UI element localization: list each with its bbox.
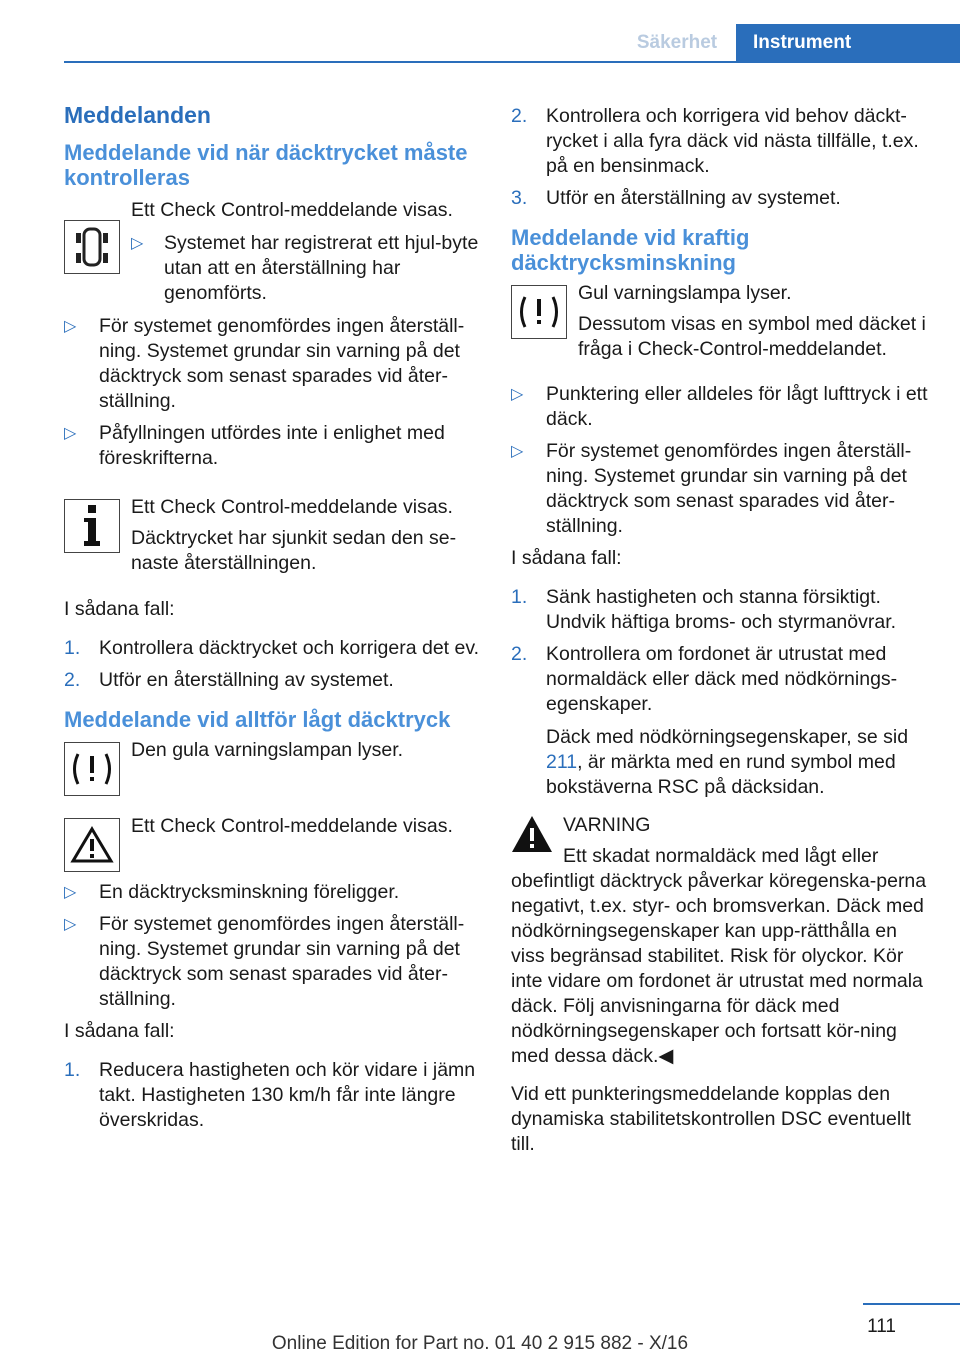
- numbered-item: [511, 642, 931, 800]
- step-number: 2.: [511, 105, 528, 127]
- step-text: Sänk hastigheten och stanna försiktigt. Undvik häftiga broms- och styrmanövrar.: [546, 586, 897, 633]
- info-block: [64, 495, 482, 576]
- list-item: [131, 231, 482, 306]
- warning-triangle-icon: [511, 815, 553, 853]
- list-item-text: Påfyllningen utfördes inte i enlighet med föreskrifterna.: [99, 422, 445, 469]
- numbered-item: [64, 668, 482, 693]
- dsc-text: Vid ett punkteringsmeddelande kopplas den dynamiska stabilitetskontrollen DSC eventuellt till.: [511, 1083, 911, 1155]
- reset-info-block: [64, 198, 482, 306]
- step-number: 1.: [64, 1059, 81, 1081]
- right-column: [511, 104, 931, 1157]
- page-number: 111: [867, 1316, 896, 1337]
- tab-sakerhet[interactable]: Säkerhet: [636, 32, 718, 53]
- step-number: 2.: [64, 669, 81, 691]
- step-number: 1.: [64, 637, 81, 659]
- numbered-item: [511, 104, 931, 179]
- tire-pressure-warning-icon: [511, 285, 567, 339]
- list-item: [64, 421, 482, 471]
- edition-footer: Online Edition for Part no. 01 40 2 915 882 - X/16: [271, 1333, 689, 1354]
- warning-block: [511, 813, 931, 1069]
- subheading-strong-drop: Meddelande vid kraftig däcktrycksminskning: [511, 225, 750, 275]
- cc-block: [64, 814, 482, 870]
- numbered-item: [64, 1058, 482, 1133]
- triangle-bullet-icon: ▷: [64, 884, 77, 901]
- list-item: [511, 382, 931, 432]
- page-link[interactable]: 211: [546, 751, 578, 773]
- subheading-low-pressure: Meddelande vid alltför lågt däcktryck: [64, 707, 451, 732]
- list-item-text: Systemet har registrerat ett hjul-byte utan att en återställning har genomförts.: [164, 232, 479, 304]
- triangle-bullet-icon: ▷: [511, 443, 524, 460]
- step-text: Reducera hastigheten och kör vidare i jämn takt. Hastigheten 130 km/h får inte längre överskridas.: [99, 1059, 476, 1131]
- in-such-case-label: I sådana fall:: [64, 1020, 175, 1042]
- left-column: [64, 100, 482, 1133]
- step-text: Kontrollera om fordonet är utrustat med normaldäck eller däck med nödkörnings-egenskaper.: [546, 643, 898, 715]
- in-such-case-label: I sådana fall:: [511, 547, 622, 569]
- list-item-text: För systemet genomfördes ingen återställ-ning. Systemet grundar sin varning på det däcktryck som senast sparades vid åter-ställning.: [546, 440, 912, 537]
- list-item-text: Punktering eller alldeles för lågt lufttryck i ett däck.: [546, 383, 928, 430]
- icon1-text: Ett Check Control-meddelande visas.: [131, 199, 453, 221]
- numbered-item: [511, 186, 931, 211]
- info-text-2: Däcktrycket har sjunkit sedan den se-naste återställningen.: [131, 527, 457, 574]
- warning-title: VARNING: [563, 814, 651, 836]
- subheading-check-pressure: Meddelande vid när däcktrycket måste kontrolleras: [64, 140, 468, 190]
- step-text: Kontrollera däcktrycket och korrigera det ev.: [99, 637, 480, 659]
- step-text: Utför en återställning av systemet.: [546, 187, 841, 209]
- footer-rule: [863, 1303, 960, 1305]
- list-item: [511, 439, 931, 539]
- list-item: [64, 912, 482, 1012]
- car-tires-icon: [64, 220, 120, 274]
- triangle-bullet-icon: ▷: [64, 916, 77, 933]
- step-number: 2.: [511, 643, 528, 665]
- triangle-bullet-icon: ▷: [131, 235, 144, 252]
- tire-pressure-warning-icon: [64, 742, 120, 796]
- step-note: [546, 725, 931, 800]
- step-number: 1.: [511, 586, 528, 608]
- header-rule: [64, 61, 960, 63]
- yellow-lamp-text: Den gula varningslampan lyser.: [131, 739, 404, 761]
- triangle-bullet-icon: ▷: [511, 386, 524, 403]
- list-item: [64, 880, 482, 905]
- lamp-block: [511, 281, 931, 362]
- warning-triangle-icon: [64, 818, 120, 872]
- info-text-1: Ett Check Control-meddelande visas.: [131, 496, 453, 518]
- cc-text: Ett Check Control-meddelande visas.: [131, 815, 453, 837]
- section-title: Meddelanden: [64, 102, 211, 128]
- list-item-text: En däcktrycksminskning föreligger.: [99, 881, 400, 903]
- warning-text: Ett skadat normaldäck med lågt eller obefintligt däcktryck påverkar köregenska-perna negativt, t.ex. styr- och bromsverkan. Däck med nödkörningsegenskaper kan upp-rätthålla en viss begränsad stabilitet. Risk för olyckor. Kör inte vidare om fordonet är utrustat med normala däck. Följ anvisningarna för däck med nödkörningsegenskaper och fortsatt kör-ning med dessa däck.◀: [511, 845, 927, 1067]
- note-text: Däck med nödkörningsegenskaper, se sid: [546, 726, 909, 748]
- info-icon: [64, 499, 120, 553]
- triangle-bullet-icon: ▷: [64, 425, 77, 442]
- tab-instrument[interactable]: Instrument: [736, 24, 960, 61]
- step-number: 3.: [511, 187, 528, 209]
- step-text: Kontrollera och korrigera vid behov däckt-rycket i alla fyra däck vid nästa tillfälle, t.ex. på en bensinmack.: [546, 105, 919, 177]
- list-item-text: För systemet genomfördes ingen återställ-ning. Systemet grundar sin varning på det däcktryck som senast sparades vid åter-ställning.: [99, 315, 465, 412]
- list-item: [64, 314, 482, 414]
- triangle-bullet-icon: ▷: [64, 318, 77, 335]
- step-text: Utför en återställning av systemet.: [99, 669, 394, 691]
- yellow-lamp-block: [64, 738, 482, 794]
- note-text: , är märkta med en rund symbol med bokstäverna RSC på däcksidan.: [546, 751, 896, 798]
- lamp-text-2: Dessutom visas en symbol med däcket i fråga i Check-Control-meddelandet.: [578, 313, 926, 360]
- in-such-case-label: I sådana fall:: [64, 598, 175, 620]
- numbered-item: [64, 636, 482, 661]
- lamp-text-1: Gul varningslampa lyser.: [578, 282, 792, 304]
- list-item-text: För systemet genomfördes ingen återställ-ning. Systemet grundar sin varning på det däcktryck som senast sparades vid åter-ställning.: [99, 913, 465, 1010]
- numbered-item: [511, 585, 931, 635]
